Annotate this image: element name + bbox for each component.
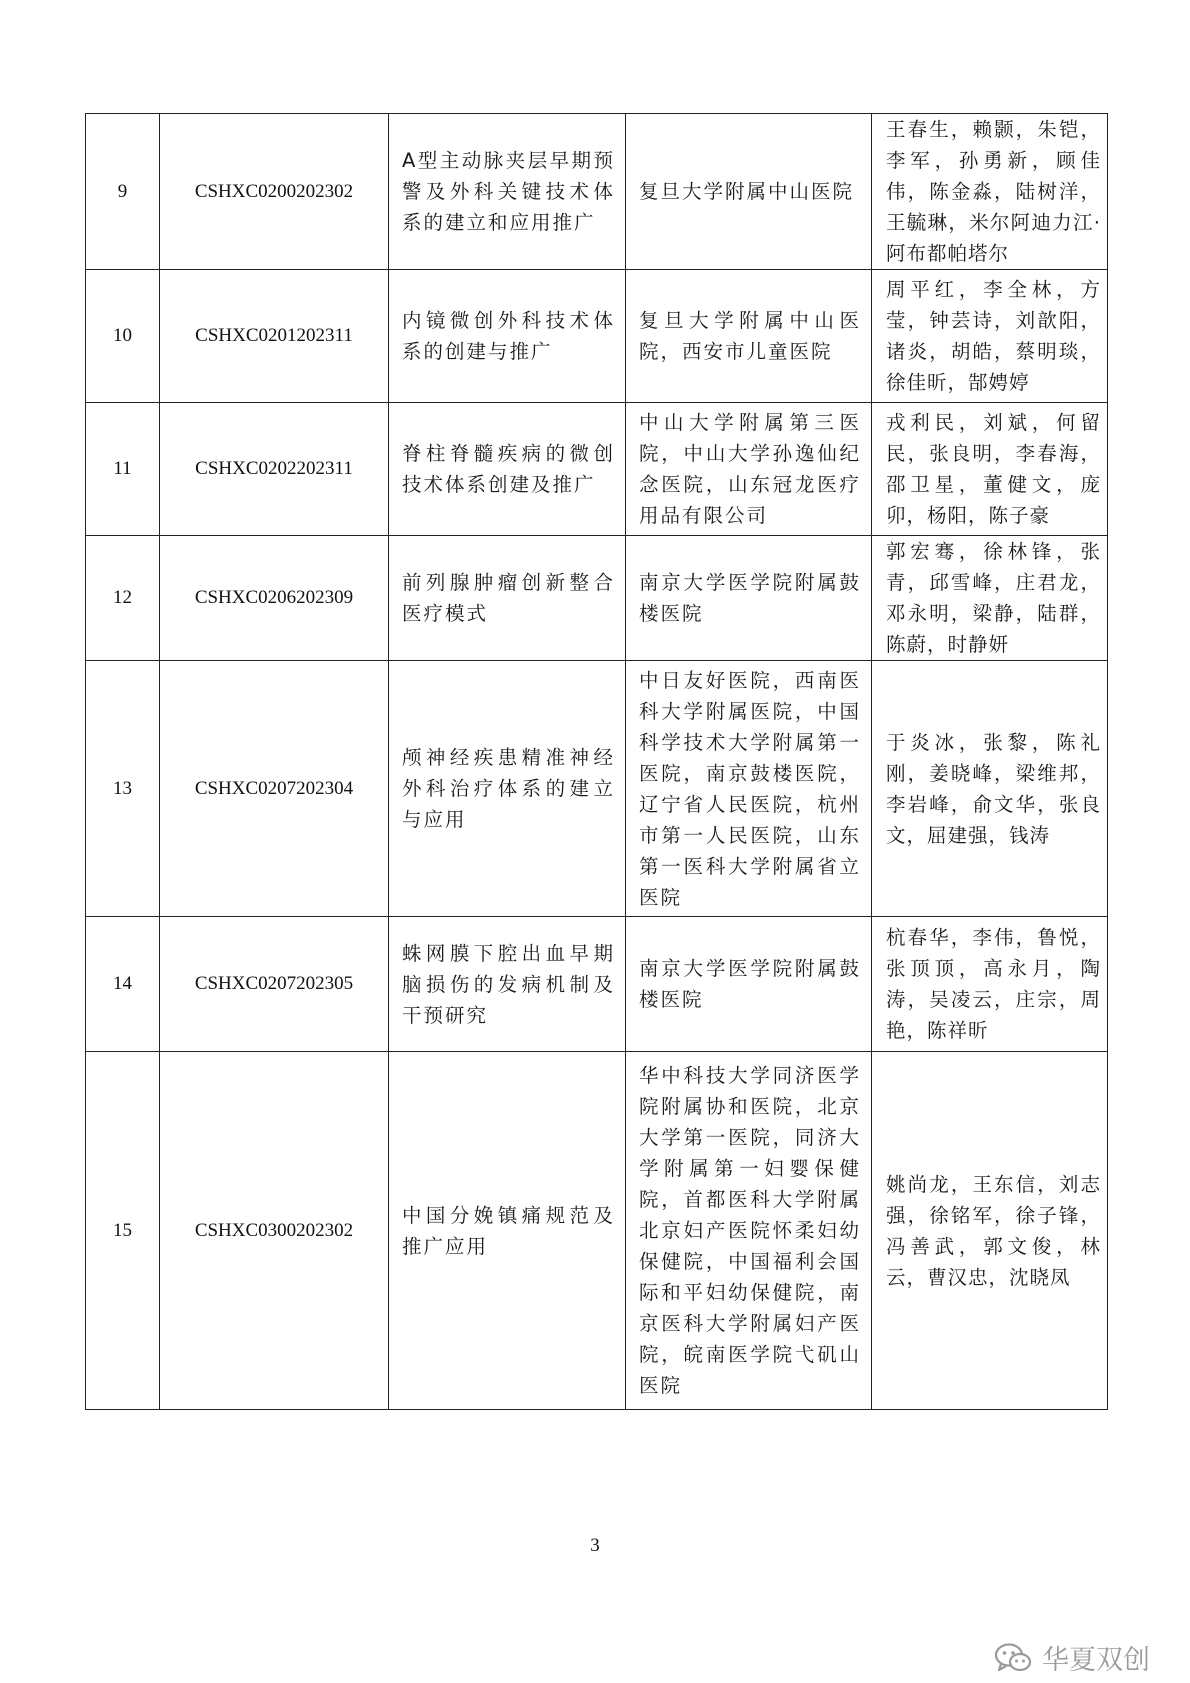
- table-row: [86, 270, 1108, 403]
- project-title: 颅神经疾患精准神经外科治疗体系的建立与应用: [402, 746, 615, 831]
- personnel-cell: [872, 661, 1108, 917]
- organization-cell: [626, 403, 872, 536]
- organization-cell: [626, 536, 872, 661]
- project-code: CSHXC0207202305: [160, 917, 389, 1052]
- organization-cell: [626, 1052, 872, 1410]
- table-row: [86, 536, 1108, 661]
- organization: 中日友好医院，西南医科大学附属医院，中国科学技术大学附属第一医院，南京鼓楼医院，辽宁省人民医院，杭州市第一人民医院，山东第一医科大学附属省立医院: [639, 668, 861, 909]
- personnel-cell: [872, 403, 1108, 536]
- table-row: [86, 661, 1108, 917]
- personnel: 于炎冰，张黎，陈礼刚，姜晓峰，梁维邦，李岩峰，俞文华，张良文，屈建强，钱涛: [886, 730, 1101, 847]
- table-row: [86, 403, 1108, 536]
- row-number: 9: [86, 114, 160, 270]
- row-number: 14: [86, 917, 160, 1052]
- project-code: CSHXC0206202309: [160, 536, 389, 661]
- project-code: CSHXC0201202311: [160, 270, 389, 403]
- project-title-cell: [389, 917, 626, 1052]
- watermark-text: 华夏双创: [1042, 1645, 1150, 1676]
- organization: 复旦大学附属中山医院: [639, 180, 855, 203]
- project-title-cell: [389, 114, 626, 270]
- personnel: 郭宏骞，徐林锋，张青，邱雪峰，庄君龙，邓永明，梁静，陆群，陈蔚，时静妍: [886, 540, 1101, 656]
- personnel: 王春生，赖颢，朱铠，李军，孙勇新，顾佳伟，陈金淼，陆树洋，王毓琳，米尔阿迪力江·阿布都帕塔尔: [886, 118, 1101, 265]
- table-row: [86, 1052, 1108, 1410]
- personnel: 周平红，李全林，方莹，钟芸诗，刘歆阳，诸炎，胡皓，蔡明琰，徐佳昕，郜娉婷: [886, 278, 1101, 394]
- award-table: [85, 113, 1108, 1410]
- project-title: 前列腺肿瘤创新整合医疗模式: [402, 571, 615, 625]
- table-row: [86, 114, 1108, 270]
- page-number: 3: [590, 1535, 600, 1556]
- organization: 南京大学医学院附属鼓楼医院: [639, 957, 861, 1011]
- row-number: 10: [86, 270, 160, 403]
- organization-cell: [626, 917, 872, 1052]
- organization: 南京大学医学院附属鼓楼医院: [639, 571, 861, 625]
- personnel: 杭春华，李伟，鲁悦，张顶顶，高永月，陶涛，吴凌云，庄宗，周艳，陈祥昕: [886, 926, 1101, 1042]
- personnel-cell: [872, 917, 1108, 1052]
- personnel-cell: [872, 270, 1108, 403]
- wechat-icon: [994, 1642, 1032, 1674]
- personnel-cell: [872, 1052, 1108, 1410]
- personnel: 姚尚龙，王东信，刘志强，徐铭军，徐子锋，冯善武，郭文俊，林云，曹汉忠，沈晓凤: [886, 1172, 1101, 1289]
- project-title-cell: [389, 536, 626, 661]
- personnel: 戎利民，刘斌，何留民，张良明，李春海，邵卫星，董健文，庞卯，杨阳，陈子豪: [886, 411, 1101, 527]
- project-title-cell: [389, 1052, 626, 1410]
- row-number: 11: [86, 403, 160, 536]
- project-title: 脊柱脊髓疾病的微创技术体系创建及推广: [402, 442, 615, 496]
- watermark: [994, 1638, 1150, 1677]
- organization: 华中科技大学同济医学院附属协和医院，北京大学第一医院，同济大学附属第一妇婴保健院，首都医科大学附属北京妇产医院怀柔妇幼保健院，中国福利会国际和平妇幼保健院，南京医科大学附属妇产医院，皖南医学院弋矶山医院: [639, 1064, 861, 1397]
- row-number: 13: [86, 661, 160, 917]
- project-code: CSHXC0202202311: [160, 403, 389, 536]
- personnel-cell: [872, 114, 1108, 270]
- project-code: CSHXC0207202304: [160, 661, 389, 917]
- project-title: 蛛网膜下腔出血早期脑损伤的发病机制及干预研究: [402, 941, 615, 1027]
- organization-cell: [626, 114, 872, 270]
- organization: 复旦大学附属中山医院，西安市儿童医院: [639, 309, 861, 363]
- row-number: 12: [86, 536, 160, 661]
- project-title-cell: [389, 661, 626, 917]
- project-title: A型主动脉夹层早期预警及外科关键技术体系的建立和应用推广: [402, 149, 615, 234]
- project-title-cell: [389, 270, 626, 403]
- organization: 中山大学附属第三医院，中山大学孙逸仙纪念医院，山东冠龙医疗用品有限公司: [639, 411, 861, 527]
- table-row: [86, 917, 1108, 1052]
- project-title: 中国分娩镇痛规范及推广应用: [402, 1203, 615, 1258]
- organization-cell: [626, 270, 872, 403]
- project-title-cell: [389, 403, 626, 536]
- row-number: 15: [86, 1052, 160, 1410]
- project-code: CSHXC0300202302: [160, 1052, 389, 1410]
- personnel-cell: [872, 536, 1108, 661]
- project-title: 内镜微创外科技术体系的创建与推广: [402, 309, 615, 363]
- organization-cell: [626, 661, 872, 917]
- project-code: CSHXC0200202302: [160, 114, 389, 270]
